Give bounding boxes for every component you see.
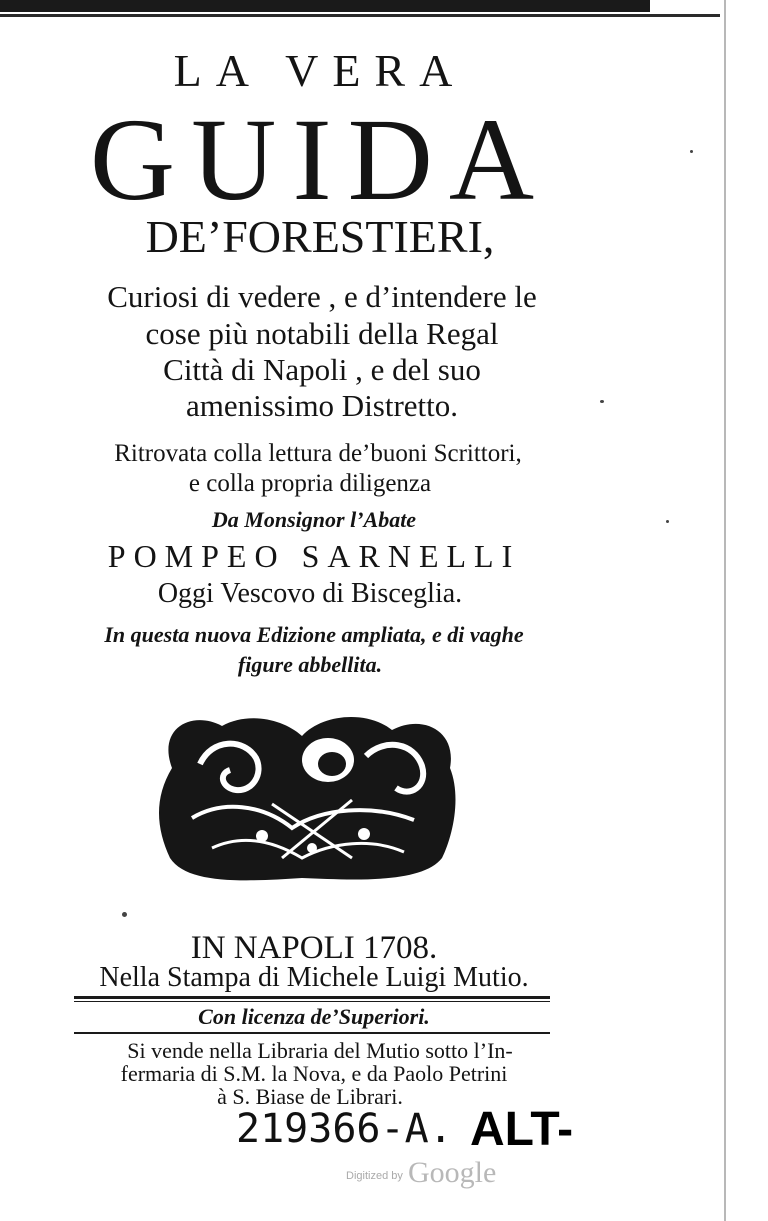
author-title: Oggi Vescovo di Bisceglia. bbox=[157, 578, 463, 609]
imprint-printer: Nella Stampa di Michele Luigi Mutio. bbox=[99, 962, 529, 993]
edition-note-cont: figure abbellita. bbox=[237, 652, 383, 677]
author-name: POMPEO SARNELLI bbox=[107, 538, 521, 574]
edition-note: In questa nuova Edizione ampliata, e di vaghe bbox=[104, 622, 524, 647]
rule-divider bbox=[74, 996, 550, 999]
rule-divider bbox=[74, 1001, 550, 1002]
imprint-place-year: IN NAPOLI 1708. bbox=[190, 930, 438, 966]
scan-border-right bbox=[724, 0, 726, 1221]
scan-speck bbox=[666, 520, 669, 523]
scan-speck bbox=[122, 912, 127, 917]
scan-speck bbox=[600, 400, 604, 403]
imprint-sale-line: Si vende nella Libraria del Mutio sotto l’In- bbox=[127, 1038, 513, 1063]
diligenza-line: e colla propria diligenza bbox=[188, 470, 432, 497]
subtitle-line: Curiosi di vedere , e d’intendere le bbox=[107, 279, 537, 314]
subtitle-line: amenissimo Distretto. bbox=[185, 388, 459, 423]
scan-border-top bbox=[0, 0, 650, 12]
imprint-sale-line: fermaria di S.M. la Nova, e da Paolo Petrini bbox=[120, 1061, 508, 1086]
imprint-sale-line: à S. Biase de Librari. bbox=[217, 1084, 403, 1109]
rule-divider bbox=[74, 1032, 550, 1034]
title-la-vera: LA VERA bbox=[173, 45, 467, 96]
digitized-prefix: Digitized by bbox=[346, 1170, 403, 1182]
title-guida: GUIDA bbox=[89, 94, 551, 225]
title-forestieri: DE’FORESTIERI, bbox=[145, 211, 495, 262]
library-stamp-code: ALT- bbox=[470, 1103, 574, 1156]
scan-border-top-thin bbox=[0, 14, 720, 17]
woodcut-ornament-icon bbox=[152, 708, 462, 886]
author-intro: Da Monsignor l’Abate bbox=[211, 507, 417, 532]
subtitle-line: Città di Napoli , e del suo bbox=[163, 352, 481, 387]
imprint-license: Con licenza de’Superiori. bbox=[198, 1004, 430, 1029]
google-brand: Google bbox=[407, 1156, 497, 1189]
ritrovata-line: Ritrovata colla lettura de’buoni Scrittori, bbox=[114, 440, 522, 467]
subtitle-line: cose più notabili della Regal bbox=[145, 316, 499, 351]
library-stamp-number: 219366-A. bbox=[236, 1106, 453, 1152]
digitized-watermark bbox=[346, 1156, 496, 1190]
scan-speck bbox=[690, 150, 693, 153]
